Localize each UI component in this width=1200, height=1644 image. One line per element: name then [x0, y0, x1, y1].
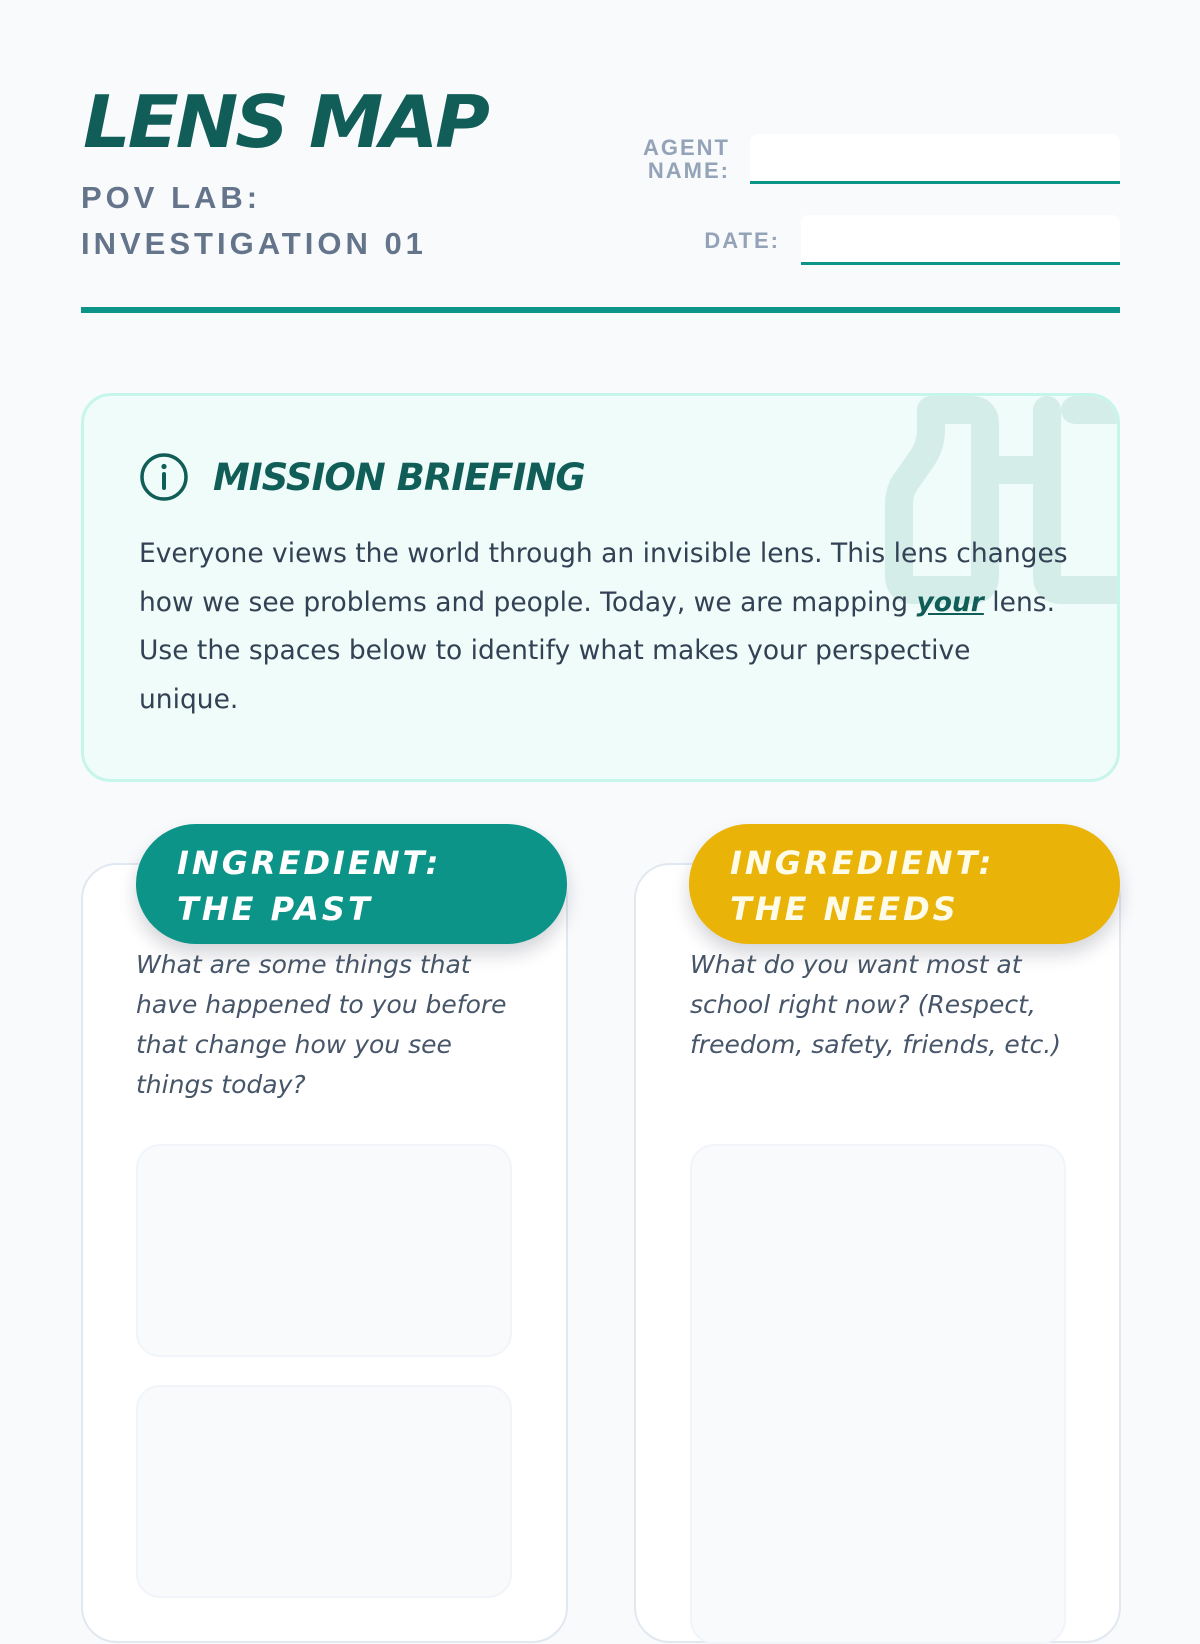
worksheet-page	[81, 0, 1120, 1600]
ingredient-badge-needs: INGREDIENT: THE NEEDS	[689, 824, 1120, 944]
header-divider	[81, 307, 1120, 313]
briefing-text-emphasis: your	[916, 586, 984, 618]
agent-name-field[interactable]	[750, 134, 1120, 184]
briefing-title: MISSION BRIEFING	[213, 455, 585, 499]
page-title: LENS MAP	[83, 80, 487, 164]
ingredient-badge-past: INGREDIENT: THE PAST	[136, 824, 567, 944]
briefing-heading	[139, 452, 585, 502]
answer-box-past-1[interactable]	[136, 1144, 512, 1357]
ingredient-prompt-needs: What do you want most at school right now? (Respect, freedom, safety, friends, etc.)	[690, 950, 1061, 1059]
briefing-text	[139, 530, 1069, 724]
agent-name-label: AGENT NAME:	[643, 135, 730, 183]
briefing-text-start: Everyone views the world through an invisible lens. This lens changes how we see problems and people. Today, we are mapping	[139, 538, 1068, 618]
date-label: DATE:	[704, 228, 780, 253]
answer-box-needs-1[interactable]	[690, 1144, 1066, 1644]
info-circle-icon	[139, 452, 189, 502]
ingredient-prompt-past: What are some things that have happened to you before that change how you see things today?	[136, 950, 507, 1099]
answer-box-past-2[interactable]	[136, 1385, 512, 1598]
date-field[interactable]	[801, 215, 1120, 265]
worksheet-header	[81, 0, 1120, 316]
page-subtitle: POV LAB: INVESTIGATION 01	[81, 180, 427, 261]
briefing-text-end: lens. Use the spaces below to identify what makes your perspective unique.	[139, 586, 1055, 715]
mission-briefing-panel	[81, 393, 1120, 782]
